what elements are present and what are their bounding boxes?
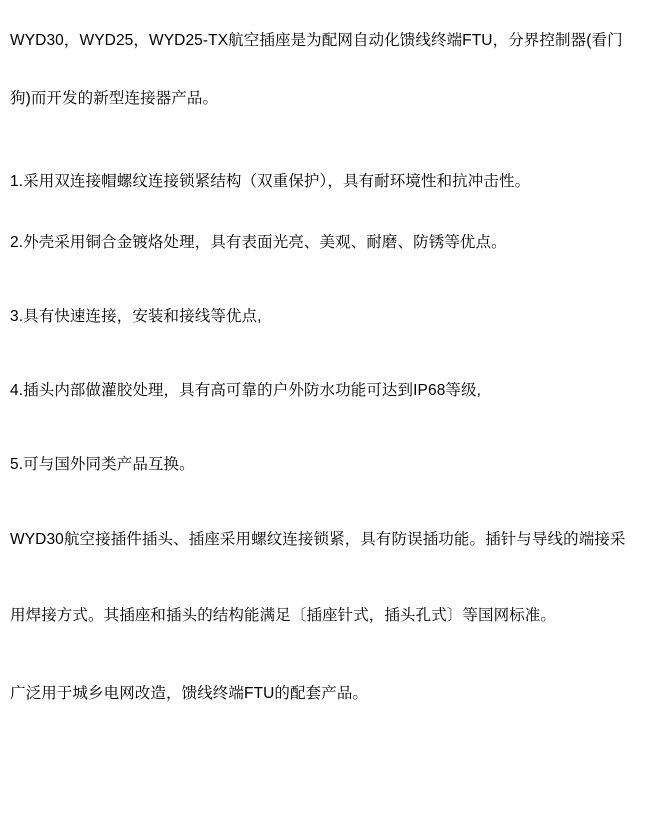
intro-paragraph: WYD30，WYD25，WYD25-TX航空插座是为配网自动化馈线终端FTU，分界控制器(看门狗)而开发的新型连接器产品。 [10, 32, 623, 107]
feature-item-3: 3.具有快速连接，安装和接线等优点, [10, 308, 262, 325]
feature-item-2: 2.外壳采用铜合金镀烙处理，具有表面光亮、美观、耐磨、防锈等优点。 [10, 234, 507, 251]
usage-paragraph: 广泛用于城乡电网改造，馈线终端FTU的配套产品。 [10, 685, 369, 702]
description-paragraph: WYD30航空接插件插头、插座采用螺纹连接锁紧，具有防误插功能。插针与导线的端接采用焊接方式。其插座和插头的结构能满足〔插座针式，插头孔式〕等国网标准。 [10, 531, 626, 624]
feature-item-4: 4.插头内部做灌胶处理，具有高可靠的户外防水功能可达到IP68等级, [10, 382, 482, 399]
feature-item-5: 5.可与国外同类产品互换。 [10, 456, 195, 473]
feature-item-1: 1.采用双连接帽螺纹连接锁紧结构（双重保护），具有耐环境性和抗冲击性。 [10, 173, 531, 190]
